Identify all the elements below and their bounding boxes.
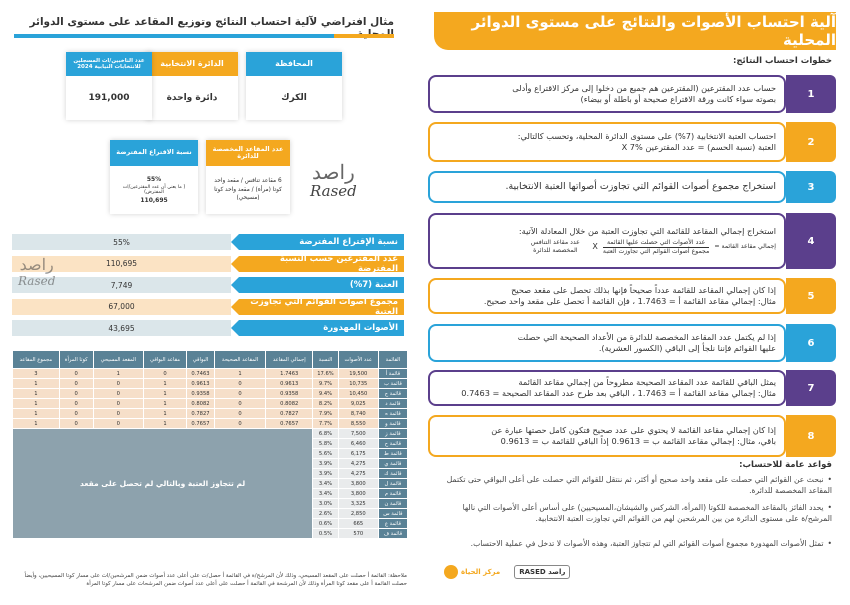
step-number: 2 bbox=[786, 122, 836, 162]
table-cell: 1 bbox=[143, 419, 186, 429]
step-line: استخراج مجموع أصوات القوائم التي تجاوزت أصواتها العتبة الانتخابية. bbox=[505, 180, 776, 192]
table-cell: 665 bbox=[338, 519, 378, 529]
table-cell: 2.6% bbox=[313, 509, 339, 519]
step-2 bbox=[434, 122, 836, 162]
table-cell: قائمة ع bbox=[378, 519, 407, 529]
bar-value: 55% bbox=[12, 234, 231, 250]
table-cell: 0 bbox=[93, 379, 143, 389]
table-cell: قائمة ب bbox=[378, 379, 407, 389]
step-line: استخراج إجمالي المقاعد للقائمة التي تجاوزت العتبة من خلال المعادلة الآتية: bbox=[518, 226, 776, 237]
step-line: إذا لم يكتمل عدد المقاعد المخصصة للدائرة من الأعداد الصحيحة التي حصلت bbox=[517, 332, 776, 343]
step-line: يمثل الباقي للقائمة عدد المقاعد الصحيحة مطروحاً من إجمالي مقاعد القائمة bbox=[518, 377, 776, 388]
step-text bbox=[428, 122, 786, 162]
card-head: عدد المقاعد المخصصة للدائرة bbox=[206, 140, 290, 166]
table-cell: 0 bbox=[59, 399, 93, 409]
summary-bar-5 bbox=[12, 320, 404, 336]
step-1 bbox=[434, 75, 836, 113]
step-line: احتساب العتبة الانتخابية (7%) على مستوى الدائرة المحلية، وتحسب كالتالي: bbox=[517, 131, 776, 142]
rules-heading: قواعد عامة للاحتساب: bbox=[739, 460, 832, 470]
table-row bbox=[13, 369, 408, 379]
column-header: مجموع المقاعد bbox=[13, 351, 60, 369]
table-cell: 8.2% bbox=[313, 399, 339, 409]
table-cell: 3.4% bbox=[313, 479, 339, 489]
table-cell: 4,275 bbox=[338, 469, 378, 479]
table-cell: 6,460 bbox=[338, 439, 378, 449]
table-cell: 1 bbox=[143, 409, 186, 419]
summary-bar-2 bbox=[12, 253, 404, 274]
table-cell: قائمة ف bbox=[378, 529, 407, 539]
table-cell: 0.8082 bbox=[266, 399, 313, 409]
bar-value: 43,695 bbox=[12, 320, 231, 336]
table-row bbox=[13, 429, 408, 439]
table-cell: 0.7657 bbox=[187, 419, 215, 429]
card-head: المحافظة bbox=[246, 52, 342, 76]
table-cell: 0 bbox=[214, 409, 265, 419]
step-text bbox=[428, 278, 786, 314]
table-cell: 0.7827 bbox=[266, 409, 313, 419]
bar-value: 110,695 bbox=[12, 256, 231, 272]
table-cell: 8,550 bbox=[338, 419, 378, 429]
table-cell: قائمة ل bbox=[378, 479, 407, 489]
table-cell: 0.5% bbox=[313, 529, 339, 539]
table-row bbox=[13, 409, 408, 419]
hayat-logo-icon bbox=[444, 565, 458, 579]
table-row bbox=[13, 379, 408, 389]
table-cell: 1 bbox=[214, 369, 265, 379]
table-cell: 3,800 bbox=[338, 479, 378, 489]
step-4 bbox=[434, 213, 836, 269]
table-cell: 0 bbox=[59, 369, 93, 379]
table-cell: 0 bbox=[143, 369, 186, 379]
table-cell: 9.4% bbox=[313, 389, 339, 399]
table-cell: قائمة ح bbox=[378, 439, 407, 449]
table-cell: 3.4% bbox=[313, 489, 339, 499]
bar-label: مجموع أصوات القوائم التي تجاوزت العتبة bbox=[239, 299, 404, 315]
table-cell: 0.9613 bbox=[187, 379, 215, 389]
table-cell: قائمة ك bbox=[378, 469, 407, 479]
step-line: عليها القوائم فإننا نلجأ إلى الباقي (الكسور العشرية). bbox=[598, 343, 776, 353]
card-body bbox=[110, 166, 198, 214]
hayat-logo-text: مركز الحياة bbox=[461, 568, 501, 576]
table-cell: 1.7463 bbox=[266, 369, 313, 379]
summary-bar-4 bbox=[12, 296, 404, 317]
card-head: نسبة الاقتراع المفترضة bbox=[110, 140, 198, 166]
step-text bbox=[428, 370, 786, 406]
table-cell: 0.8082 bbox=[187, 399, 215, 409]
table-cell: 7.7% bbox=[313, 419, 339, 429]
card-value: 191,000 bbox=[88, 93, 130, 103]
table-cell: 0 bbox=[93, 419, 143, 429]
table-note: ملاحظة: القائمة أ حصلت على المقعد المسيحي، وذلك لأن المرشح/ة في القائمة أ حصل/ت على أعلى عدد أصوات ضمن المرشحين/ات على مسار كوتا المسيحيين، وأيضاً حصلت القائمة أ على مقعد كوتا المرأة وذلك لأن المرشحة في القائمة أ حصلت على أعلى عدد أصوات ضمن المرشحات على مسار كوتا المرأة bbox=[24, 573, 407, 587]
table-cell: قائمة و bbox=[378, 419, 407, 429]
table-cell: 0 bbox=[214, 389, 265, 399]
summary-bar-3 bbox=[12, 277, 404, 293]
step-line: العتبة (نسبة الحسم) = عدد المقترعين X 7% bbox=[621, 142, 776, 152]
table-cell: 0 bbox=[59, 409, 93, 419]
step-line: إذا كان إجمالي مقاعد القائمة لا يحتوي على عدد صحيح فتكون كامل حصتها عبارة عن bbox=[491, 425, 776, 436]
table-cell: 10,735 bbox=[338, 379, 378, 389]
table-cell: 0 bbox=[59, 389, 93, 399]
column-header: عدد الأصوات bbox=[338, 351, 378, 369]
bar-label: العتبة (7%) bbox=[239, 277, 404, 293]
table-cell: 0 bbox=[93, 409, 143, 419]
step-number: 7 bbox=[786, 370, 836, 406]
table-cell: 0.7463 bbox=[187, 369, 215, 379]
step-number: 8 bbox=[786, 415, 836, 457]
table-cell: 570 bbox=[338, 529, 378, 539]
column-header: مقاعد البواقي bbox=[143, 351, 186, 369]
table-cell: 0 bbox=[93, 389, 143, 399]
table-cell: 3.0% bbox=[313, 499, 339, 509]
step-5 bbox=[434, 278, 836, 314]
table-cell: 5.8% bbox=[313, 439, 339, 449]
card-head: الدائرة الانتخابية bbox=[146, 52, 238, 76]
table-cell: 3 bbox=[13, 369, 60, 379]
results-table-wrap bbox=[12, 350, 408, 539]
card-turnout bbox=[110, 140, 198, 214]
bar-label: نسبة الإقتراع المفترضة bbox=[239, 234, 404, 250]
table-cell: 7.9% bbox=[313, 409, 339, 419]
summary-bar-1 bbox=[12, 234, 404, 250]
example-title: مثال افتراضي لآلية احتساب النتائج وتوزيع المقاعد على مستوى الدوائر bbox=[29, 16, 394, 28]
table-cell: 1 bbox=[143, 389, 186, 399]
step-6 bbox=[434, 324, 836, 362]
table-cell: قائمة ه bbox=[378, 409, 407, 419]
step-line: إذا كان إجمالي المقاعد للقائمة عدداً صحيحاً فإنها بذلك تحصل على مقعد صحيح bbox=[511, 285, 776, 296]
step-text bbox=[428, 213, 786, 269]
bar-value: 7,749 bbox=[12, 277, 231, 293]
table-cell: 0 bbox=[214, 419, 265, 429]
column-header: إجمالي المقاعد bbox=[266, 351, 313, 369]
table-cell: 8,740 bbox=[338, 409, 378, 419]
table-cell: قائمة س bbox=[378, 509, 407, 519]
card-value: دائرة واحدة bbox=[166, 93, 218, 103]
formula-lhs: إجمالي مقاعد القائمة = bbox=[714, 243, 776, 251]
table-row bbox=[13, 389, 408, 399]
bar-label: عدد المقترعين حسب النسبة المفترضة bbox=[239, 256, 404, 272]
table-cell: 1 bbox=[13, 389, 60, 399]
table-cell: 6.8% bbox=[313, 429, 339, 439]
table-cell: 3.9% bbox=[313, 459, 339, 469]
table-cell: 3,800 bbox=[338, 489, 378, 499]
table-cell: قائمة ج bbox=[378, 389, 407, 399]
table-cell: 1 bbox=[13, 409, 60, 419]
column-header: المقعد المسيحي bbox=[93, 351, 143, 369]
watermark-ar: راصد bbox=[19, 255, 54, 274]
card-registered-voters bbox=[66, 52, 152, 120]
card-value: 6 مقاعد تنافس / مقعد واحد كوتا (مرأة) / مقعد واحد كوتا (مسيحي) bbox=[214, 177, 282, 202]
results-table bbox=[12, 350, 408, 539]
main-title: آلية احتساب الأصوات والنتائج على مستوى الدوائر المحلية bbox=[434, 12, 836, 50]
table-cell: 5.6% bbox=[313, 449, 339, 459]
step-3 bbox=[434, 171, 836, 203]
table-cell: 2,850 bbox=[338, 509, 378, 519]
table-cell: 1 bbox=[13, 399, 60, 409]
watermark-ar: راصد bbox=[312, 160, 355, 184]
step-number: 6 bbox=[786, 324, 836, 362]
table-cell: 7,500 bbox=[338, 429, 378, 439]
hayat-logo bbox=[444, 565, 500, 579]
table-cell: 17.6% bbox=[313, 369, 339, 379]
table-cell: 0.6% bbox=[313, 519, 339, 529]
formula-numerator: عدد الأصوات التي حصلت عليها القائمة bbox=[603, 239, 709, 248]
formula-seats: عدد مقاعد التنافس المخصصة للدائرة bbox=[530, 239, 580, 255]
table-cell: قائمة أ bbox=[378, 369, 407, 379]
table-cell: 6,175 bbox=[338, 449, 378, 459]
table-row bbox=[13, 419, 408, 429]
table-cell: قائمة د bbox=[378, 399, 407, 409]
formula-denominator: مجموع أصوات القوائم التي تجاوزت العتبة bbox=[602, 247, 710, 255]
table-cell: 4,275 bbox=[338, 459, 378, 469]
table-cell: 0 bbox=[59, 419, 93, 429]
table-cell: 1 bbox=[143, 399, 186, 409]
rased-watermark bbox=[310, 160, 357, 200]
formula-times: X bbox=[592, 242, 598, 252]
table-cell: 3,325 bbox=[338, 499, 378, 509]
step-text bbox=[428, 415, 786, 457]
step-line: مثال: إجمالي مقاعد القائمة أ = 1.7463 ، الباقي بعد طرح عدد المقاعد الصحيحة = 0.7463 bbox=[461, 388, 776, 398]
table-cell: 0.7657 bbox=[266, 419, 313, 429]
rased-logo: RASED راصد bbox=[514, 565, 570, 579]
card-value: الكرك bbox=[281, 93, 307, 103]
column-header: النسبة bbox=[313, 351, 339, 369]
card-governorate bbox=[246, 52, 342, 120]
turnout-sub: ( ما يعني أن عدد المقترعين/ات المفترض) bbox=[122, 185, 186, 195]
table-cell: قائمة ن bbox=[378, 499, 407, 509]
table-cell: 0 bbox=[214, 379, 265, 389]
steps-heading: خطوات احتساب النتائج: bbox=[733, 56, 832, 66]
step-text bbox=[428, 171, 786, 203]
table-cell: 3.9% bbox=[313, 469, 339, 479]
step-number: 1 bbox=[786, 75, 836, 113]
card-seats bbox=[206, 140, 290, 214]
table-cell: 0.9358 bbox=[266, 389, 313, 399]
turnout-value: 55% bbox=[146, 176, 162, 183]
no-seat-merged-cell: لم تتجاوز العتبة وبالتالي لم تحصل على مقعد bbox=[13, 429, 313, 539]
seat-formula bbox=[438, 239, 776, 256]
table-cell: 1 bbox=[13, 379, 60, 389]
table-cell: 1 bbox=[143, 379, 186, 389]
table-cell: 10,450 bbox=[338, 389, 378, 399]
table-cell: 1 bbox=[13, 419, 60, 429]
table-cell: 19,500 bbox=[338, 369, 378, 379]
table-cell: 1 bbox=[93, 369, 143, 379]
column-header: كوتا المرأة bbox=[59, 351, 93, 369]
bar-label: الأصوات المهدورة bbox=[239, 320, 404, 336]
rased-watermark-faint bbox=[18, 255, 55, 288]
table-cell: 0.7827 bbox=[187, 409, 215, 419]
table-header-row bbox=[13, 351, 408, 369]
column-header: البواقي bbox=[187, 351, 215, 369]
column-header: القائمة bbox=[378, 351, 407, 369]
table-row bbox=[13, 399, 408, 409]
table-cell: قائمة ط bbox=[378, 449, 407, 459]
table-cell: 0.9358 bbox=[187, 389, 215, 399]
title-underline bbox=[14, 34, 394, 38]
footer-logos bbox=[444, 565, 570, 579]
table-cell: قائمة ي bbox=[378, 459, 407, 469]
bar-value: 67,000 bbox=[12, 299, 231, 315]
table-cell: 0 bbox=[93, 399, 143, 409]
step-line: بصوته سواء كانت ورقة الاقتراع صحيحة أو باطلة أو بيضاء) bbox=[580, 94, 776, 104]
watermark-en: Rased bbox=[18, 274, 56, 288]
step-number: 3 bbox=[786, 171, 836, 203]
step-7 bbox=[434, 370, 836, 406]
column-header: المقاعد الصحيحة bbox=[214, 351, 265, 369]
rule-3: • تمثل الأصوات المهدورة مجموع أصوات القوائم التي لم تتجاوز العتبة، وهذه الأصوات لا تدخل في عملية الاحتساب. bbox=[436, 538, 832, 549]
table-cell: 0 bbox=[214, 399, 265, 409]
table-cell: قائمة ز bbox=[378, 429, 407, 439]
table-cell: 9.7% bbox=[313, 379, 339, 389]
step-line: حساب عدد المقترعين (المقترعين هم جميع من دخلوا إلى مركز الاقتراع وأدلى bbox=[512, 83, 776, 94]
step-number: 5 bbox=[786, 278, 836, 314]
watermark-en: Rased bbox=[310, 182, 357, 200]
step-text bbox=[428, 75, 786, 113]
card-district bbox=[146, 52, 238, 120]
step-text bbox=[428, 324, 786, 362]
step-line: باقي، مثال: إجمالي مقاعد القائمة ب = 0.9613 إذاً الباقي للقائمة ب = 0.9613 bbox=[500, 436, 776, 446]
rule-1: • نبحث عن القوائم التي حصلت على مقعد واحد صحيح أو أكثر، ثم ننتقل للقوائم التي حصلت على أعلى البواقي حتى تكتمل المقاعد المخصصة للدائرة. bbox=[436, 474, 832, 496]
card-head: عدد الناخبين/ات المسجلين للانتخابات النيابية 2024 bbox=[66, 52, 152, 76]
rule-2: • يحدد الفائز بالمقاعد المخصصة للكوتا (المرأة، الشركس والشيشان،المسيحيين) على أساس أعلى الأصوات التي نالها المرشح/ة على مستوى الدائرة من بين المرشحين لهم من القوائم التي تجاوزت العتبة الانتخابية. bbox=[436, 502, 832, 524]
table-cell: 0.9613 bbox=[266, 379, 313, 389]
table-cell: 0 bbox=[59, 379, 93, 389]
formula-fraction bbox=[603, 239, 709, 256]
table-cell: قائمة م bbox=[378, 489, 407, 499]
step-number: 4 bbox=[786, 213, 836, 269]
table-cell: 9,025 bbox=[338, 399, 378, 409]
step-line: مثال: إجمالي مقاعد القائمة أ = 1.7463 ، فإن القائمة أ تحصل على مقعد واحد صحيح. bbox=[483, 296, 776, 306]
turnout-extra: 110,695 bbox=[140, 197, 168, 204]
step-8 bbox=[434, 415, 836, 457]
